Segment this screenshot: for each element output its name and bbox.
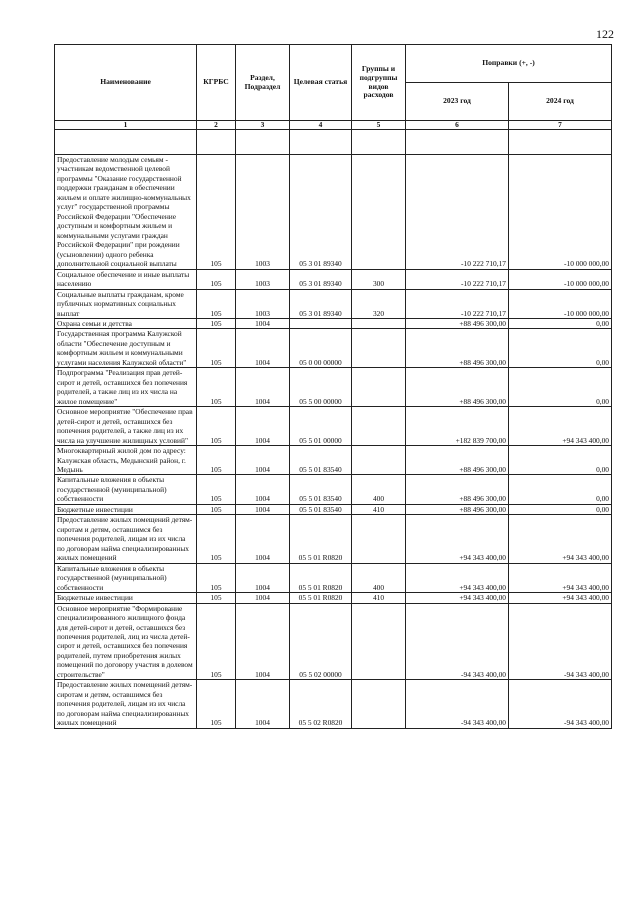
row-amount-2024: -94 343 400,00: [509, 603, 612, 680]
row-amount-2024: -10 000 000,00: [509, 269, 612, 289]
row-amount-2023: +88 496 300,00: [406, 475, 509, 504]
row-kgrbs: 105: [197, 504, 236, 514]
table-row: [55, 475, 612, 504]
column-number: 7: [509, 121, 612, 130]
column-number-row: [55, 121, 612, 130]
table-row: [55, 407, 612, 446]
row-name: Предоставление молодым семьям - участникам ведомственной целевой программы "Оказание государственной поддержки гражданам в обеспечении жильем и оплате жилищно-коммунальных услуг" государственной программы Российской Федерации "Обеспечение доступным и комфортным жильем и коммунальными услугами граждан Российской Федерации" при рождении (усыновлении) одного ребенка дополнительной социальной выплаты: [55, 155, 197, 270]
row-amount-2023: +88 496 300,00: [406, 504, 509, 514]
row-amount-2024: +94 343 400,00: [509, 515, 612, 563]
row-kgrbs: 105: [197, 289, 236, 318]
row-group: [352, 318, 406, 328]
row-group: 410: [352, 593, 406, 603]
row-amount-2023: +88 496 300,00: [406, 446, 509, 475]
column-number: 2: [197, 121, 236, 130]
row-group: 300: [352, 269, 406, 289]
table-row: [55, 563, 612, 592]
row-section: 1004: [236, 603, 290, 680]
table-row: [55, 603, 612, 680]
row-target: 05 5 01 83540: [290, 475, 352, 504]
page-number: 122: [596, 27, 614, 41]
row-section: 1004: [236, 446, 290, 475]
row-name: Основное мероприятие "Обеспечение прав детей-сирот и детей, оставшихся без попечения родителей, а также лиц из их числа на улучшение жилищных условий": [55, 407, 197, 446]
row-amount-2023: -94 343 400,00: [406, 680, 509, 728]
row-name: Охрана семьи и детства: [55, 318, 197, 328]
table-row: [55, 318, 612, 328]
row-name: Капитальные вложения в объекты государственной (муниципальной) собственности: [55, 563, 197, 592]
table-row: [55, 515, 612, 563]
row-amount-2024: +94 343 400,00: [509, 593, 612, 603]
row-name: Основное мероприятие "Формирование специализированного жилищного фонда для детей-сирот и детей, оставшихся без попечения родителей, лиц из числа детей-сирот и детей, оставшихся без попечения родителей, путем приобретения жилых помещений по договору участия в долевом строительстве": [55, 603, 197, 680]
row-kgrbs: 105: [197, 563, 236, 592]
row-target: 05 5 00 00000: [290, 368, 352, 407]
row-amount-2024: 0,00: [509, 446, 612, 475]
header-groups: Группы и подгруппы видов расходов: [352, 45, 406, 121]
row-kgrbs: 105: [197, 318, 236, 328]
row-kgrbs: 105: [197, 446, 236, 475]
row-amount-2024: 0,00: [509, 368, 612, 407]
row-target: 05 0 00 00000: [290, 329, 352, 368]
row-amount-2023: +94 343 400,00: [406, 563, 509, 592]
header-target: Целевая статья: [290, 45, 352, 121]
row-name: Социальное обеспечение и иные выплаты населению: [55, 269, 197, 289]
row-amount-2023: -10 222 710,17: [406, 289, 509, 318]
row-section: 1003: [236, 289, 290, 318]
row-amount-2024: 0,00: [509, 504, 612, 514]
row-target: 05 3 01 89340: [290, 289, 352, 318]
row-group: 410: [352, 504, 406, 514]
header-amendments: Поправки (+, -): [406, 45, 612, 83]
row-kgrbs: 105: [197, 329, 236, 368]
table-row: [55, 680, 612, 728]
row-group: [352, 329, 406, 368]
table-row: [55, 289, 612, 318]
header-name: Наименование: [55, 45, 197, 121]
row-group: [352, 155, 406, 270]
row-target: 05 5 01 83540: [290, 504, 352, 514]
row-amount-2023: -10 222 710,17: [406, 269, 509, 289]
row-amount-2024: +94 343 400,00: [509, 407, 612, 446]
row-target: 05 3 01 89340: [290, 155, 352, 270]
row-section: 1004: [236, 368, 290, 407]
row-target: 05 5 02 00000: [290, 603, 352, 680]
row-amount-2024: 0,00: [509, 329, 612, 368]
table-body: [55, 130, 612, 729]
row-group: [352, 515, 406, 563]
row-amount-2024: -10 000 000,00: [509, 289, 612, 318]
row-section: 1004: [236, 563, 290, 592]
row-amount-2024: 0,00: [509, 475, 612, 504]
row-section: 1004: [236, 475, 290, 504]
row-amount-2023: +94 343 400,00: [406, 515, 509, 563]
row-name: Бюджетные инвестиции: [55, 504, 197, 514]
row-kgrbs: 105: [197, 603, 236, 680]
row-group: [352, 407, 406, 446]
row-group: [352, 603, 406, 680]
header-year-2024: 2024 год: [509, 83, 612, 121]
row-kgrbs: 105: [197, 407, 236, 446]
row-amount-2024: +94 343 400,00: [509, 563, 612, 592]
row-name: Бюджетные инвестиции: [55, 593, 197, 603]
row-section: 1004: [236, 680, 290, 728]
row-name: Предоставление жилых помещений детям-сиротам и детям, оставшимся без попечения родителей, лицам из их числа по договорам найма специализированных жилых помещений: [55, 680, 197, 728]
row-group: [352, 446, 406, 475]
row-group: 400: [352, 563, 406, 592]
table-row: [55, 269, 612, 289]
header-kgrbs: КГРБС: [197, 45, 236, 121]
row-section: 1003: [236, 155, 290, 270]
column-number: 4: [290, 121, 352, 130]
row-amount-2023: -94 343 400,00: [406, 603, 509, 680]
row-name: Социальные выплаты гражданам, кроме публичных нормативных социальных выплат: [55, 289, 197, 318]
row-group: 400: [352, 475, 406, 504]
row-amount-2023: +88 496 300,00: [406, 368, 509, 407]
row-section: 1004: [236, 515, 290, 563]
row-amount-2024: -10 000 000,00: [509, 155, 612, 270]
column-number: 3: [236, 121, 290, 130]
column-number: 6: [406, 121, 509, 130]
table-row: [55, 504, 612, 514]
row-group: [352, 368, 406, 407]
row-kgrbs: 105: [197, 368, 236, 407]
row-kgrbs: 105: [197, 475, 236, 504]
row-amount-2024: -94 343 400,00: [509, 680, 612, 728]
row-name: Многоквартирный жилой дом по адресу: Калужская область, Медынский район, г. Медынь: [55, 446, 197, 475]
row-target: 05 5 01 R0820: [290, 563, 352, 592]
row-kgrbs: 105: [197, 269, 236, 289]
row-kgrbs: 105: [197, 155, 236, 270]
row-target: 05 5 01 00000: [290, 407, 352, 446]
row-target: 05 5 01 83540: [290, 446, 352, 475]
row-kgrbs: 105: [197, 515, 236, 563]
table-row: [55, 329, 612, 368]
header-year-2023: 2023 год: [406, 83, 509, 121]
row-section: 1004: [236, 593, 290, 603]
row-section: 1004: [236, 318, 290, 328]
row-target: 05 5 02 R0820: [290, 680, 352, 728]
row-amount-2023: +182 839 700,00: [406, 407, 509, 446]
row-amount-2023: +88 496 300,00: [406, 318, 509, 328]
budget-table: [54, 44, 612, 729]
row-name: Капитальные вложения в объекты государственной (муниципальной) собственности: [55, 475, 197, 504]
table-row: [55, 593, 612, 603]
row-target: [290, 318, 352, 328]
row-kgrbs: 105: [197, 593, 236, 603]
row-target: 05 3 01 89340: [290, 269, 352, 289]
row-amount-2024: 0,00: [509, 318, 612, 328]
row-kgrbs: 105: [197, 680, 236, 728]
row-name: Государственная программа Калужской области "Обеспечение доступным и комфортным жильем и коммунальными услугами населения Калужской области": [55, 329, 197, 368]
header-section: Раздел, Подраздел: [236, 45, 290, 121]
spacer-row: [55, 130, 612, 155]
row-target: 05 5 01 R0820: [290, 593, 352, 603]
row-amount-2023: +88 496 300,00: [406, 329, 509, 368]
row-group: [352, 680, 406, 728]
row-section: 1004: [236, 407, 290, 446]
column-number: 1: [55, 121, 197, 130]
row-name: Предоставление жилых помещений детям-сиротам и детям, оставшимся без попечения родителей, лицам из их числа по договорам найма специализированных жилых помещений: [55, 515, 197, 563]
row-section: 1003: [236, 269, 290, 289]
table-row: [55, 446, 612, 475]
row-amount-2023: +94 343 400,00: [406, 593, 509, 603]
row-name: Подпрограмма "Реализация прав детей-сирот и детей, оставшихся без попечения родителей, а также лиц из их числа на жилое помещение": [55, 368, 197, 407]
table-row: [55, 368, 612, 407]
row-target: 05 5 01 R0820: [290, 515, 352, 563]
column-number: 5: [352, 121, 406, 130]
row-section: 1004: [236, 504, 290, 514]
row-group: 320: [352, 289, 406, 318]
table-row: [55, 155, 612, 270]
row-amount-2023: -10 222 710,17: [406, 155, 509, 270]
row-section: 1004: [236, 329, 290, 368]
